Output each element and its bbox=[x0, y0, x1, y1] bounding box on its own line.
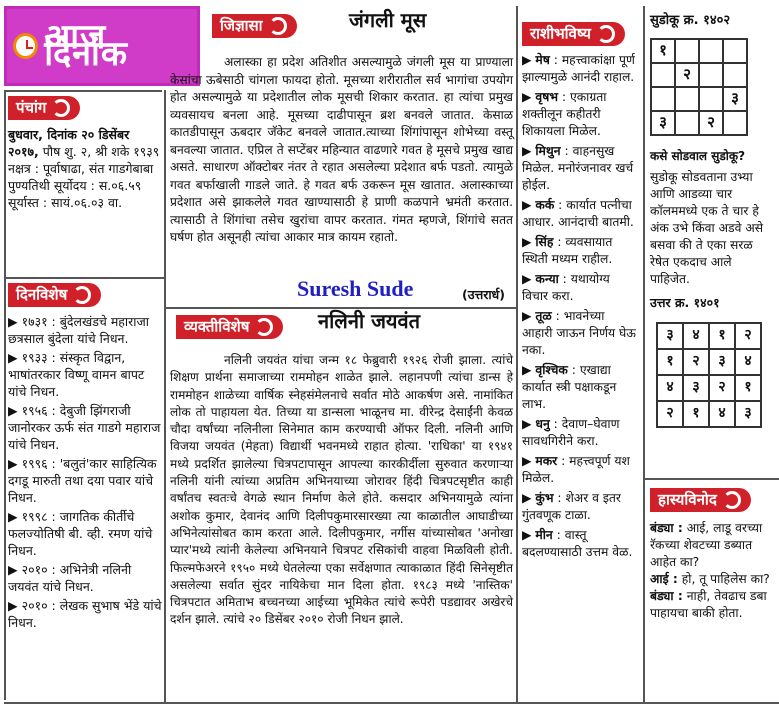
sudoku-cell: ३ bbox=[723, 87, 747, 111]
sudoku-cell bbox=[651, 87, 675, 111]
sudoku-cell bbox=[699, 39, 723, 63]
joke-line: बंड्या : आई, लाडू वरच्या रॅकच्या शेवटच्या डब्यात आहेत का? bbox=[650, 521, 763, 569]
sudoku-cell: २ bbox=[699, 111, 723, 135]
clock-icon bbox=[13, 33, 38, 59]
sudoku-cell: २ bbox=[683, 349, 709, 375]
list-item: ▶ १७३१ : बुंदेलखंडचे महाराजा छत्रसाल बुंदेला यांचे निधन. bbox=[8, 314, 150, 346]
swirl-icon bbox=[269, 17, 287, 35]
list-item: ▶ धनु : देवाण–घेवाण सावधगिरीने करा. bbox=[522, 417, 620, 448]
sudoku-cell: १ bbox=[657, 349, 683, 375]
list-item: ▶ कर्क : कार्यात पत्नीचा आधार. आनंदाची बातमी. bbox=[522, 198, 634, 229]
hasya-section bbox=[650, 488, 775, 622]
sudoku-cell: २ bbox=[709, 375, 735, 401]
list-item: ▶ तूळ : भावनेच्या आहारी जाऊन निर्णय घेऊ नका. bbox=[522, 309, 636, 357]
jidnyasa-text: अलास्का हा प्रदेश अतिशीत असल्यामुळे जंगली मूस या प्राण्याला केसांचा ऊबेसाठी चांगला फायदा होतो. मूसच्या शरीरातील सर्व भागांचा उपयोग होत असल्यामुळे या प्रदेशातील लोक मूसची शिकार करतात. हा त्यांचा प्रमुख व्यवसायच बनला आहे. मूसच्या दाढीपासून ब्रश बनवले जातात. केसाळ कातडीपासून ऊबदार जॅकेट बनवले जातात.त्याच्या शिंगांपासून शोभेच्या वस्तू बनवल्या जातात. एप्रिल ते सप्टेंबर महिन्यात वाढणारे गवत हे मूसचे प्रमुख खाद्य असते. साधारण ऑक्टोबर नंतर ते रहात असलेल्या प्रदेशात बर्फ पडतो. त्यामुळे गवत बर्फाखाली गाडले जाते. हे गवत बर्फ उकरून मूस खातात. अलास्काच्या प्रदेशात असे झाकलेले गवत खाण्यासाठी हे प्राणी कळपाने भ्रमंती करतात. त्यासाठी ते शिंगांचा तसेच खुरांचा वापर करतात. गंमत म्हणजे, शिंगांचे सतत घर्षण होत असूनही त्यांचा आकार मात्र कायम रहातो. bbox=[170, 55, 513, 244]
swirl-icon bbox=[52, 99, 70, 117]
sudoku-cell: ३ bbox=[657, 323, 683, 349]
sudoku-cell bbox=[699, 63, 723, 87]
sudoku-answer-title: उत्तर क्र. १४०१ bbox=[650, 295, 720, 310]
sudoku-cell bbox=[651, 63, 675, 87]
list-item: ▶ १९५६ : देबुजी झिंगराजी जानोरकर ऊर्फ संत गाडगे महाराज यांचे निधन. bbox=[8, 403, 161, 452]
sudoku-cell: १ bbox=[683, 401, 709, 427]
hasya-header: हास्यविनोद bbox=[650, 488, 751, 512]
sudoku-grid bbox=[650, 38, 748, 136]
list-item: ▶ २०१० : लेखक सुभाष भेंडे यांचे निधन. bbox=[8, 598, 162, 630]
sudoku-cell: ३ bbox=[735, 401, 761, 427]
list-item: ▶ कन्या : यथायोग्य विचार करा. bbox=[522, 272, 610, 303]
list-item: ▶ मीन : वास्तू बदलण्यासाठी उत्तम वेळ. bbox=[522, 528, 633, 559]
sudoku-header: सुडोकू क्र. १४०२ bbox=[650, 13, 731, 28]
list-item: ▶ सिंह : व्यवसायात स्थिती मध्यम राहील. bbox=[522, 235, 613, 266]
list-item: ▶ मिथुन : वाहनसुख मिळेल. मनोरंजनावर खर्च होईल. bbox=[522, 144, 634, 192]
sudoku-cell: १ bbox=[709, 323, 735, 349]
sudoku-cell: २ bbox=[657, 401, 683, 427]
sudoku-cell: ३ bbox=[709, 349, 735, 375]
list-item: ▶ मेष : महत्त्वाकांक्षा पूर्ण झाल्यामुळे आनंदी राहाल. bbox=[522, 53, 635, 84]
sudoku-cell: २ bbox=[735, 323, 761, 349]
jidnyasa-signature: Suresh Sude bbox=[297, 276, 414, 301]
rashi-section bbox=[522, 22, 637, 564]
sudoku-cell bbox=[675, 87, 699, 111]
list-item: ▶ वृश्चिक : एखाद्या कार्यात स्त्री पक्षाकडून लाभ. bbox=[522, 363, 617, 411]
jidnyasa-source: (उत्तरार्ध) bbox=[462, 287, 505, 302]
sudoku-cell: ४ bbox=[709, 401, 735, 427]
sudoku-cell: ३ bbox=[683, 375, 709, 401]
rashi-header: राशीभविष्य bbox=[522, 22, 625, 46]
sudoku-cell: ४ bbox=[735, 349, 761, 375]
dinvishesh-header: दिनविशेष bbox=[8, 283, 101, 307]
sudoku-how-title: कसे सोडवाल सुडोकू? bbox=[650, 148, 746, 163]
jidnyasa-title: जंगली मूस bbox=[349, 8, 427, 32]
sudoku-cell: ३ bbox=[651, 111, 675, 135]
list-item: ▶ १९९८ : जागतिक कीर्तीचे फलज्योतिषी बी. व्ही. रमण यांचे निधन. bbox=[8, 509, 153, 558]
list-item: ▶ कुंभ : शेअर व इतर गुंतवणूक टाळा. bbox=[522, 491, 621, 522]
sudoku-cell bbox=[675, 111, 699, 135]
swirl-icon bbox=[73, 286, 91, 304]
sudoku-how-text: सुडोकू सोडवताना उभ्या आणि आडव्या चार कॉलममध्ये एक ते चार हे अंक उभे किंवा अडवे असे बसवा की ते एका सरळ रेषेत एकदाच आले पाहिजेत. bbox=[650, 170, 764, 286]
sudoku-cell bbox=[675, 39, 699, 63]
joke-line: आई : हो, तू पाहिलेस का? bbox=[650, 572, 770, 586]
jidnyasa-section bbox=[204, 10, 509, 40]
sudoku-section bbox=[650, 12, 775, 428]
panchang-text: पौष शु. २, श्री शके १९३९ नक्षत्र : पूर्वाषाढा, संत गाडगेबाबा पुण्यतिथी सूर्योदय : स.०६.५९ सूर्यास्त : सायं.०६.०३ वा. bbox=[8, 144, 160, 210]
sudoku-cell bbox=[723, 111, 747, 135]
list-item: ▶ १९३३ : संस्कृत विद्वान, भाषांतरकार विष्णू वामन बापट यांचे निधन. bbox=[8, 350, 145, 399]
panchang-header: पंचांग bbox=[8, 96, 80, 120]
swirl-icon bbox=[723, 491, 741, 509]
vyakti-header: व्यक्तीविशेष bbox=[176, 315, 283, 339]
vyakti-title: नलिनी जयवंत bbox=[318, 309, 421, 333]
sudoku-answer-grid bbox=[656, 322, 762, 428]
sudoku-cell: १ bbox=[735, 375, 761, 401]
list-item: ▶ १९९६ : 'बलुतं'कार साहित्यिक दगडू मारुती तथा दया पवार यांचे निधन. bbox=[8, 456, 157, 505]
sudoku-cell: १ bbox=[651, 39, 675, 63]
jidnyasa-header: जिज्ञासा bbox=[212, 14, 297, 38]
vyakti-section bbox=[168, 309, 513, 343]
dinvishesh-section bbox=[8, 283, 163, 633]
swirl-icon bbox=[597, 25, 615, 43]
sudoku-cell: ४ bbox=[683, 323, 709, 349]
sudoku-cell bbox=[723, 63, 747, 87]
sudoku-cell bbox=[699, 87, 723, 111]
sudoku-cell: ४ bbox=[657, 375, 683, 401]
list-item: ▶ मकर : महत्त्वपूर्ण यश मिळेल. bbox=[522, 454, 630, 485]
list-item: ▶ वृषभ : एकाग्रता शक्तीलून कहीतरी शिकायला मिळेल. bbox=[522, 90, 607, 138]
sudoku-cell: २ bbox=[675, 63, 699, 87]
sudoku-cell bbox=[723, 39, 747, 63]
panchang-date: बुधवार, दिनांक २० डिसेंबर २०१७, bbox=[8, 127, 130, 159]
swirl-icon bbox=[255, 318, 273, 336]
list-item: ▶ २०१० : अभिनेत्री नलिनी जयवंत यांचे निधन. bbox=[8, 562, 132, 594]
joke-line: बंड्या : नाही, तेवढाच डबा पाहायचा बाकी होता. bbox=[650, 589, 767, 620]
logo-title: आज दिनांक bbox=[44, 16, 128, 74]
vyakti-text: नलिनी जयवंत यांचा जन्म १८ फेब्रुवारी १९२६ रोजी झाला. त्यांचे शिक्षण प्रार्थना समाजाच्या राममोहन शाळेत झाले. लहानपणी त्यांचा डान्स हे राममोहन शाळेच्या वार्षिक स्नेहसंमेलनाचे सर्वात मोठे आकर्षण असे. नामांकित लोक तो पाहायला येत. तिच्या या डान्सला भाळूनच मा. वीरेन्द्र देसाईंनी केवळ चौदा वर्षांच्या नलिनीला सिनेमात काम करण्याची ऑफर दिली. नलिनी आणि विजया जयवंत (मेहता) विद्यार्थी भवनमध्ये राहात होत्या. 'राधिका' या १९४१ मध्ये प्रदर्शित झालेल्या चित्रपटापासून आपल्या कारकीर्दीला सुरुवात करणाऱ्या नलिनी यांनी त्यांच्या अप्रतिम अभिनयाच्या जोरावर हिंदी चित्रपटसृष्टीत काही वर्षांतच स्वतःचे वेगळे स्थान निर्माण केले होते. कसदार अभिनयामुळे त्यांना अशोक कुमार, देवानंद आणि दिलीपकुमारसारख्या त्या काळातील आघाडीच्या अभिनेत्यांसोबत काम करता आले. दिलीपकुमार, नर्गीस यांच्यासोबत 'अनोखा प्यार'मध्ये त्यांनी केलेल्या अभिनयाने चित्रपट रसिकांची वाहवा मिळविली होती. फिल्मफेअरने १९५० मध्ये घेतलेल्या एका सर्वेक्षणात त्याकाळात हिंदी सिनेसृष्टीत असलेल्या सर्वात सुंदर नायिकेचा मान दिला होता. १९८३ मध्ये 'नास्तिक' चित्रपटात अमिताभ बच्चनच्या आईच्या भूमिकेत त्यांचे रूपेरी पडद्यावर अखेरचे दर्शन झाले. त्यांचे २० डिसेंबर २०१० रोजी निधन झाले. bbox=[170, 353, 513, 627]
panchang-section bbox=[8, 96, 163, 211]
